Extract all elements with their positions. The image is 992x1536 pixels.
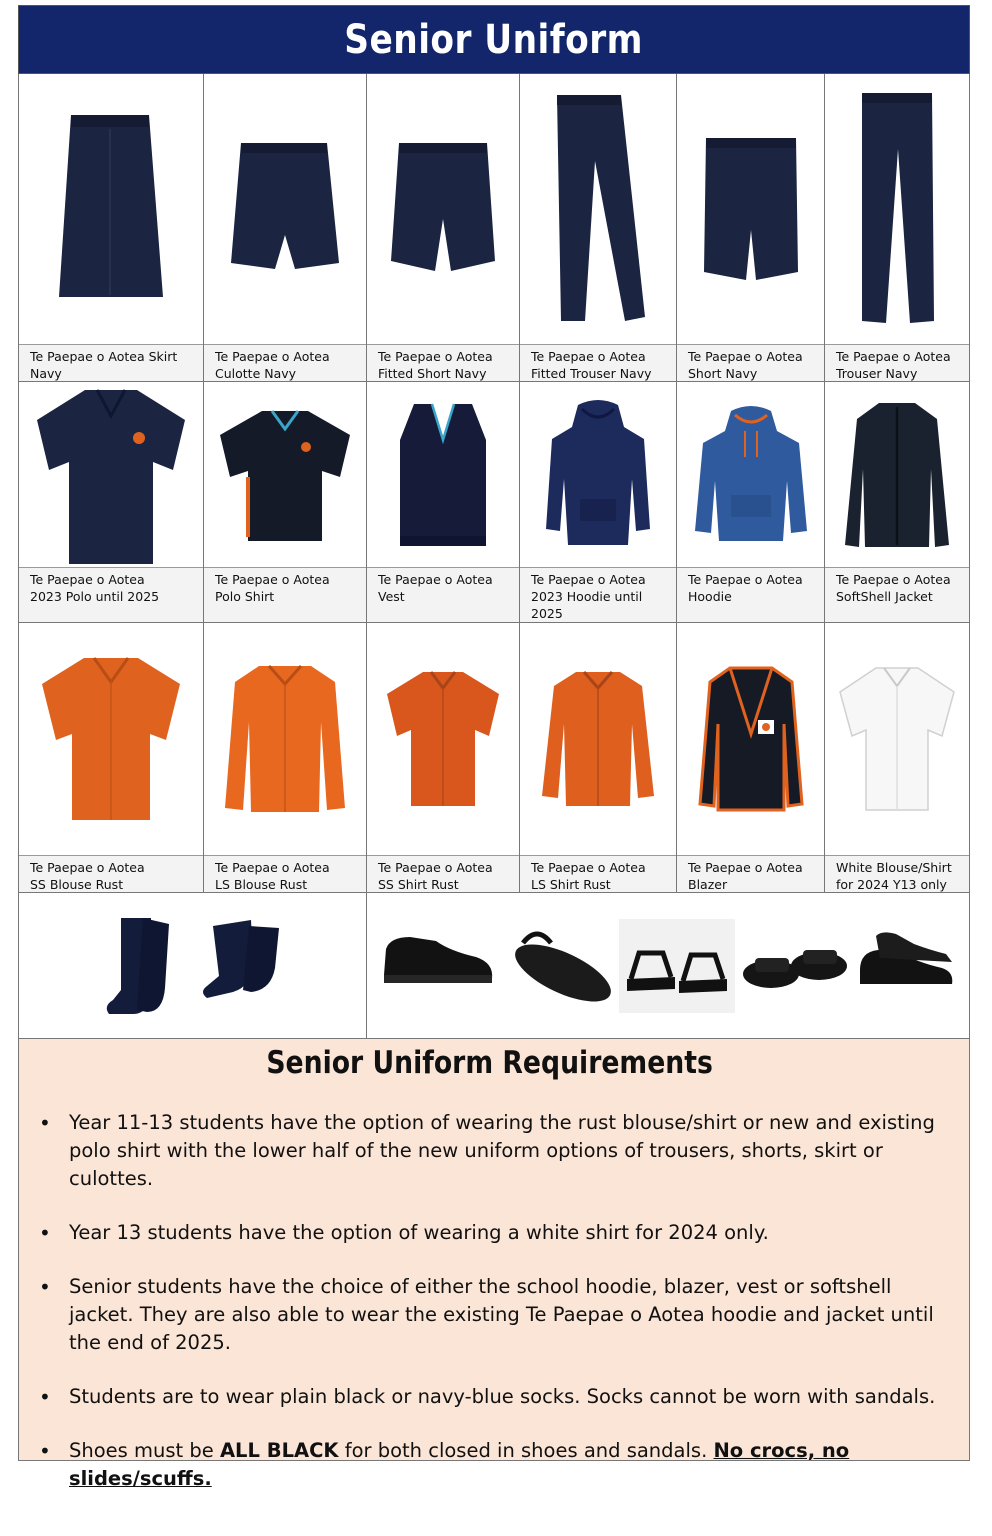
trouser-icon bbox=[854, 89, 940, 329]
footwear-row bbox=[19, 893, 969, 1039]
item-blazer: Te Paepae o Aotea Blazer bbox=[677, 623, 825, 892]
all-black-emphasis: ALL BLACK bbox=[219, 1439, 339, 1462]
vest-icon bbox=[396, 400, 490, 550]
item-culotte: Te Paepae o Aotea Culotte Navy bbox=[204, 74, 367, 381]
uniform-grid bbox=[18, 74, 970, 1039]
requirements-panel bbox=[18, 1039, 970, 1490]
ss-shirt-icon bbox=[385, 668, 501, 810]
item-ss-blouse: Te Paepae o Aotea SS Blouse Rust bbox=[19, 623, 204, 892]
item-softshell-jacket: Te Paepae o Aotea SoftShell Jacket bbox=[825, 382, 969, 622]
item-footwear bbox=[367, 893, 969, 1038]
hoodie-blue-icon bbox=[693, 405, 809, 545]
no-crocs-emphasis: No crocs, no slides/scuffs. bbox=[69, 1439, 850, 1490]
shoes-icon bbox=[380, 931, 496, 1001]
softshell-jacket-icon bbox=[841, 399, 953, 551]
item-vest: Te Paepae o Aotea Vest bbox=[367, 382, 520, 622]
tops-row bbox=[19, 382, 969, 623]
ls-shirt-icon bbox=[540, 668, 656, 810]
short-icon bbox=[698, 134, 804, 284]
socks-icon bbox=[103, 916, 283, 1016]
item-2023-hoodie: Te Paepae o Aotea 2023 Hoodie until 2025 bbox=[520, 382, 677, 622]
item-trouser: Te Paepae o Aotea Trouser Navy bbox=[825, 74, 969, 381]
item-ls-blouse: Te Paepae o Aotea LS Blouse Rust bbox=[204, 623, 367, 892]
slide-icon-2 bbox=[741, 936, 849, 996]
ss-blouse-icon bbox=[38, 654, 184, 824]
fitted-trouser-icon bbox=[543, 91, 653, 327]
requirement-item-shoes: • Shoes must be ALL BLACK for both closed in shoes and sandals. No crocs, no slides/scuffs. bbox=[31, 1437, 949, 1493]
item-skirt: Te Paepae o Aotea Skirt Navy bbox=[19, 74, 204, 381]
polo-icon bbox=[35, 386, 187, 564]
ls-blouse-icon bbox=[223, 662, 347, 816]
uniform-sheet bbox=[18, 5, 970, 1490]
bottoms-row bbox=[19, 74, 969, 382]
white-shirt-icon bbox=[838, 664, 956, 814]
sandal-icon bbox=[503, 921, 613, 1011]
item-ss-shirt: Te Paepae o Aotea SS Shirt Rust bbox=[367, 623, 520, 892]
item-socks bbox=[19, 893, 367, 1038]
item-polo-shirt: Te Paepae o Aotea Polo Shirt bbox=[204, 382, 367, 622]
requirements-list bbox=[31, 1109, 949, 1493]
item-fitted-trouser: Te Paepae o Aotea Fitted Trouser Navy bbox=[520, 74, 677, 381]
sneaker-icon bbox=[856, 926, 956, 1006]
requirements-heading: Senior Uniform Requirements bbox=[266, 1045, 714, 1081]
item-fitted-short: Te Paepae o Aotea Fitted Short Navy bbox=[367, 74, 520, 381]
item-white-shirt: White Blouse/Shirt for 2024 Y13 only bbox=[825, 623, 969, 892]
hoodie-icon bbox=[544, 399, 652, 551]
requirement-item: • Year 11-13 students have the option of wearing the rust blouse/shirt or new and existing polo shirt with the lower half of the new uniform options of trousers, shorts, skirt or culottes. bbox=[31, 1109, 949, 1193]
requirement-item: • Senior students have the choice of either the school hoodie, blazer, vest or softshell jacket. They are also able to wear the existing Te Paepae o Aotea hoodie and jacket until the end of 2025. bbox=[31, 1273, 949, 1357]
requirement-item: • Students are to wear plain black or navy-blue socks. Socks cannot be worn with sandals. bbox=[31, 1383, 949, 1411]
slide-icon bbox=[619, 919, 735, 1013]
blazer-icon bbox=[696, 664, 806, 814]
requirement-item: • Year 13 students have the option of wearing a white shirt for 2024 only. bbox=[31, 1219, 949, 1247]
skirt-icon bbox=[51, 109, 171, 309]
fitted-short-icon bbox=[387, 139, 499, 279]
shirts-row bbox=[19, 623, 969, 893]
page-title: Senior Uniform bbox=[344, 16, 644, 63]
page-title-banner bbox=[18, 5, 970, 74]
item-short: Te Paepae o Aotea Short Navy bbox=[677, 74, 825, 381]
item-2023-polo: Te Paepae o Aotea 2023 Polo until 2025 bbox=[19, 382, 204, 622]
culotte-icon bbox=[225, 139, 345, 279]
item-ls-shirt: Te Paepae o Aotea LS Shirt Rust bbox=[520, 623, 677, 892]
item-hoodie: Te Paepae o Aotea Hoodie bbox=[677, 382, 825, 622]
polo-shirt-icon bbox=[218, 407, 352, 543]
